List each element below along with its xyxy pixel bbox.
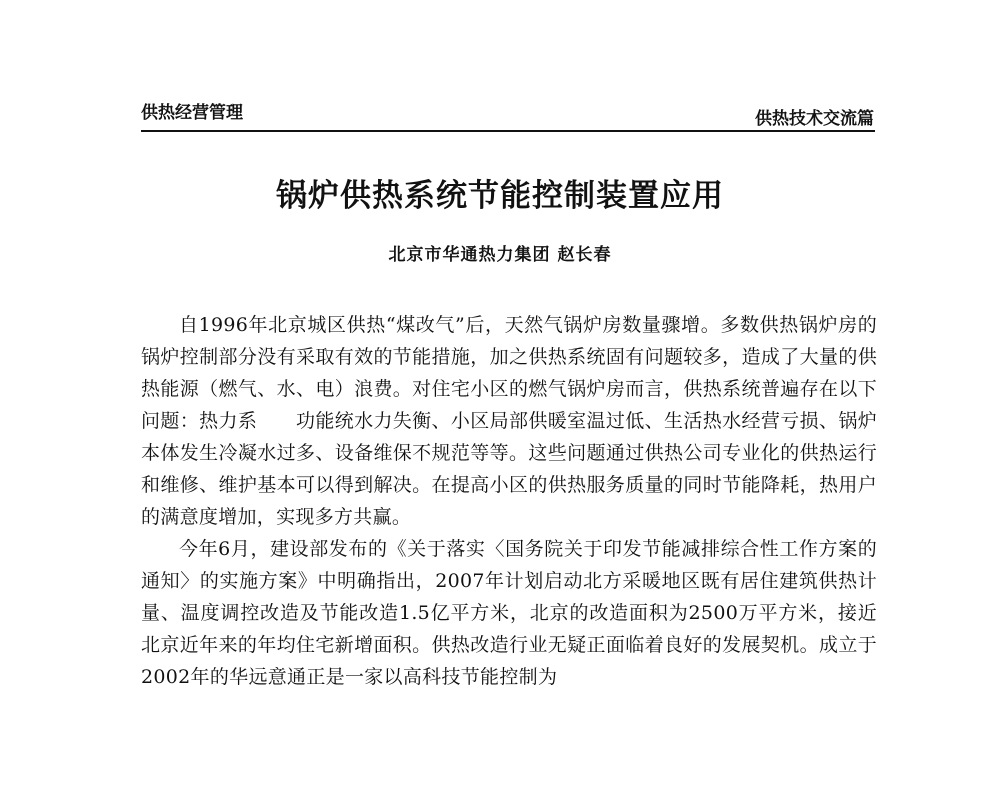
header-divider [141,130,875,132]
header-section-left: 供热经营管理 [141,103,243,123]
header-section-right: 供热技术交流篇 [755,109,874,129]
article-title: 锅炉供热系统节能控制装置应用 [276,178,724,214]
paragraph-2: 今年6月，建设部发布的《关于落实〈国务院关于印发节能减排综合性工作方案的通知〉的实施方案》中明确指出，2007年计划启动北方采暖地区既有居住建筑供热计量、温度调控改造及节能改造1.5亿平方米，北京的改造面积为2500万平方米，接近北京近年来的年均住宅新增面积。供热改造行业无疑正面临着良好的发展契机。成立于2002年的华远意通正是一家以高科技节能控制为 [141,538,877,688]
paragraph-1: 自1996年北京城区供热“煤改气”后，天然气锅炉房数量骤增。多数供热锅炉房的锅炉控制部分没有采取有效的节能措施，加之供热系统固有问题较多，造成了大量的供热能源（燃气、水、电）浪费。对住宅小区的燃气锅炉房而言，供热系统普遍存在以下问题：热力系 功能统水力失衡、小区局部供暖室温过低、生活热水经营亏损、锅炉本体发生冷凝水过多、设备维保不规范等等。这些问题通过供热公司专业化的供热运行和维修、维护基本可以得到解决。在提高小区的供热服务质量的同时节能降耗，热用户的满意度增加，实现多方共赢。 [141,314,877,528]
article-author: 北京市华通热力集团 赵长春 [388,245,612,265]
article-body [141,309,877,693]
